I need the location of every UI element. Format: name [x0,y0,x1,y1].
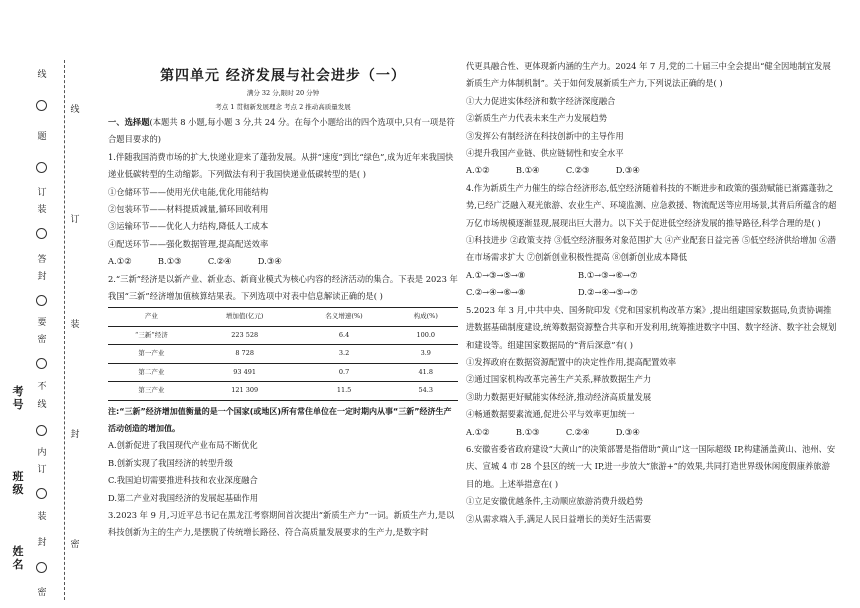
table-cell: 41.8 [394,363,458,381]
inner-seal-char: 密 [70,540,80,550]
table-header-cell: 名义增速(%) [295,308,394,326]
table-header-cell: 产业 [108,308,195,326]
q3-option: ①大力促进实体经济和数字经济深度融合 [466,95,616,106]
table-row [108,363,458,381]
table-row [108,345,458,363]
data-table [108,307,458,400]
inner-seal-char: 订 [70,215,80,225]
binding-hole-icon [36,425,47,436]
seal-char: 装 [37,512,47,522]
q5-option: ①发挥政府在数据资源配置中的决定性作用,提高配置效率 [466,356,677,367]
table-cell: 11.5 [295,382,394,400]
inner-seal-char: 封 [70,430,80,440]
section-title: 一、选择题 [108,117,150,127]
q5-option: ②通过国家机构改革完善生产关系,释放数据生产力 [466,374,652,385]
table-cell: 54.3 [394,382,458,400]
table-cell: 223 528 [195,326,295,344]
seal-char: 密 [37,588,47,598]
binding-hole-icon [36,562,47,573]
points-line: 考点 1 贯彻新发展理念 考点 2 推动高质量发展 [215,103,351,111]
q3-stem: 3.2023 年 9 月,习近平总书记在黑龙江考察期间首次提出“新质生产力”一词。新质生产力,是以科技创新为主的生产力,是摆脱了传统增长路径、符合高质量发展要求的生产力,是数字时 [108,509,455,538]
inner-seal-char: 线 [70,105,80,115]
q3-option: ③发挥公有制经济在科技创新中的主导作用 [466,130,624,141]
table-header-row [108,308,458,326]
q6-option: ①立足安徽优越条件,主动顺应旅游消费升级趋势 [466,496,643,507]
table-header-cell: 增加值(亿元) [195,308,295,326]
table-cell: 第三产业 [108,382,195,400]
seal-char: 答 [37,255,47,265]
left-column [108,58,458,542]
q1-option: ①仓储环节——使用光伏电能,优化用能结构 [108,186,269,197]
seal-char: 不 [37,382,47,392]
table-cell: “三新”经济 [108,326,195,344]
table-cell: 3.9 [394,345,458,363]
q4-stem: 4.作为新质生产力催生的综合经济形态,低空经济随着科技的不断进步和政策的强劲赋能已渐露蓬勃之势,已经广泛融入观光旅游、农业生产、环境监测、应急救援、物流配送等应用场景,其背后所蕴含的超万亿市场规模逐渐显现,展现出巨大潜力。以下关于促进低空经济发展的推导路径,科学合理的是( ) [466,182,837,228]
table-cell: 121 309 [195,382,295,400]
table-cell: 8 728 [195,345,295,363]
binding-hole-icon [36,358,47,369]
seal-char: 线 [37,70,47,80]
page-title: 第四单元 经济发展与社会进步（一） [160,68,406,84]
q1-stem: 1.伴随我国消费市场的扩大,快递业迎来了蓬勃发展。从拼“速度”到比“绿色”,成为近年来我国快递业低碳转型的生动缩影。下列做法有利于我国快递业低碳转型的是( ) [108,151,454,180]
seal-char: 要 [37,318,47,328]
seal-char: 订 [37,465,47,475]
q4-choices-ab: A.①→③→⑤→⑧ B.①→③→⑥→⑦ [466,269,638,280]
q3-stem-continued: 代更具融合性、更体现新内涵的生产力。2024 年 7 月,党的二十届三中全会提出“健全因地制宜发展新质生产力体制机制”。关于如何发展新质生产力,下列说法正确的是( ) [466,61,831,89]
seal-char: 装 [37,205,47,215]
q1-option: ②包装环节——材料提质减量,循环回收利用 [108,204,269,215]
table-cell: 3.2 [295,345,394,363]
q5-option: ③助力数据更好赋能实体经济,推动经济高质量发展 [466,391,652,402]
binding-dashed-line [64,60,65,600]
seal-char: 密 [37,335,47,345]
table-cell: 第二产业 [108,363,195,381]
section-intro: (本题共 8 小题,每小题 3 分,共 24 分。在每个小题给出的四个选项中,只有一项是符合题目要求的) [108,117,455,145]
table-cell: 6.4 [295,326,394,344]
binding-hole-icon [36,228,47,239]
seal-char: 封 [37,272,47,282]
q3-option: ④提升我国产业链、供应链韧性和安全水平 [466,148,624,159]
q6-option: ②从需求端入手,满足人民日益增长的美好生活需要 [466,513,652,524]
score-line: 满分 32 分,限时 20 分钟 [246,89,320,97]
table-cell: 第一产业 [108,345,195,363]
q1-option: ④配送环节——强化数据管理,提高配送效率 [108,238,269,249]
q5-stem: 5.2023 年 3 月,中共中央、国务院印发《党和国家机构改革方案》,提出组建国家数据局,负责协调推进数据基础制度建设,统筹数据资源整合共享和开发利用,统筹推进数字中国、数字经济、数字社会规划和建设等。组建国家数据局的“背后深意”有( ) [466,304,837,350]
binding-margin [0,0,90,608]
table-note: 注:“三新”经济增加值衡量的是一个国家(或地区)所有常住单位在一定时期内从事“三新”经济生产活动创造的增加值。 [108,406,452,433]
exam-number-label: 考号 [12,385,24,411]
q1-option: ③运输环节——优化人力结构,降低人工成本 [108,221,269,232]
inner-seal-char: 装 [70,320,80,330]
table-row [108,382,458,400]
binding-hole-icon [36,100,47,111]
q4-choices-cd: C.②→④→⑥→⑧ D.②→④→⑤→⑦ [466,287,638,298]
q2-stem: 2.“三新”经济是以新产业、新业态、新商业模式为核心内容的经济活动的集合。下表是 2023 年我国“三新”经济增加值核算结果表。下列选项中对表中信息解读正确的是( ) [108,273,458,302]
seal-char: 题 [37,132,47,142]
seal-char: 线 [37,400,47,410]
q5-choices: A.①② B.①③ C.②④ D.③④ [466,426,640,437]
q4-path-items: ①科技进步 ②政策支持 ③低空经济服务对象范围扩大 ④产业配套日益完善 ⑤低空经济供给增加 ⑥潜在市场需求扩大 ⑦创新创业积极性提高 ⑧创新创业成本降低 [466,235,836,263]
q2-option: D.第二产业对我国经济的发展起基础作用 [108,492,259,503]
section-heading [108,114,458,149]
q1-choices: A.①② B.①③ C.②④ D.③④ [108,256,282,267]
q2-option: A.创新促进了我国现代产业布局不断优化 [108,440,258,451]
seal-char: 内 [37,448,47,458]
class-label: 班级 [12,470,24,496]
q5-option: ④畅通数据要素流通,促进公平与效率更加统一 [466,409,635,420]
q3-choices: A.①② B.①④ C.②③ D.③④ [466,165,640,176]
table-cell: 93 491 [195,363,295,381]
binding-hole-icon [36,488,47,499]
seal-char: 封 [37,538,47,548]
name-label: 姓名 [12,545,24,571]
seal-char: 订 [37,188,47,198]
binding-hole-icon [36,162,47,173]
binding-hole-icon [36,295,47,306]
q6-stem: 6.安徽省委省政府建设“大黄山”的决策部署是指借助“黄山”这一国际超级 IP,构建涵盖黄山、池州、安庆、宣城 4 市 28 个县区的统一大 IP,进一步放大“旅游+”的效果,共同打造世界级休闲度假康养旅游目的地。上述举措意在( ) [466,443,836,489]
q2-option: C.我国迫切需要推进科技和农业深度融合 [108,475,258,486]
table-row [108,326,458,344]
table-cell: 0.7 [295,363,394,381]
table-cell: 100.0 [394,326,458,344]
table-header-cell: 构成(%) [394,308,458,326]
right-column [466,58,838,528]
q3-option: ②新质生产力代表未来生产力发展趋势 [466,113,608,124]
q2-option: B.创新实现了我国经济的转型升级 [108,457,233,468]
